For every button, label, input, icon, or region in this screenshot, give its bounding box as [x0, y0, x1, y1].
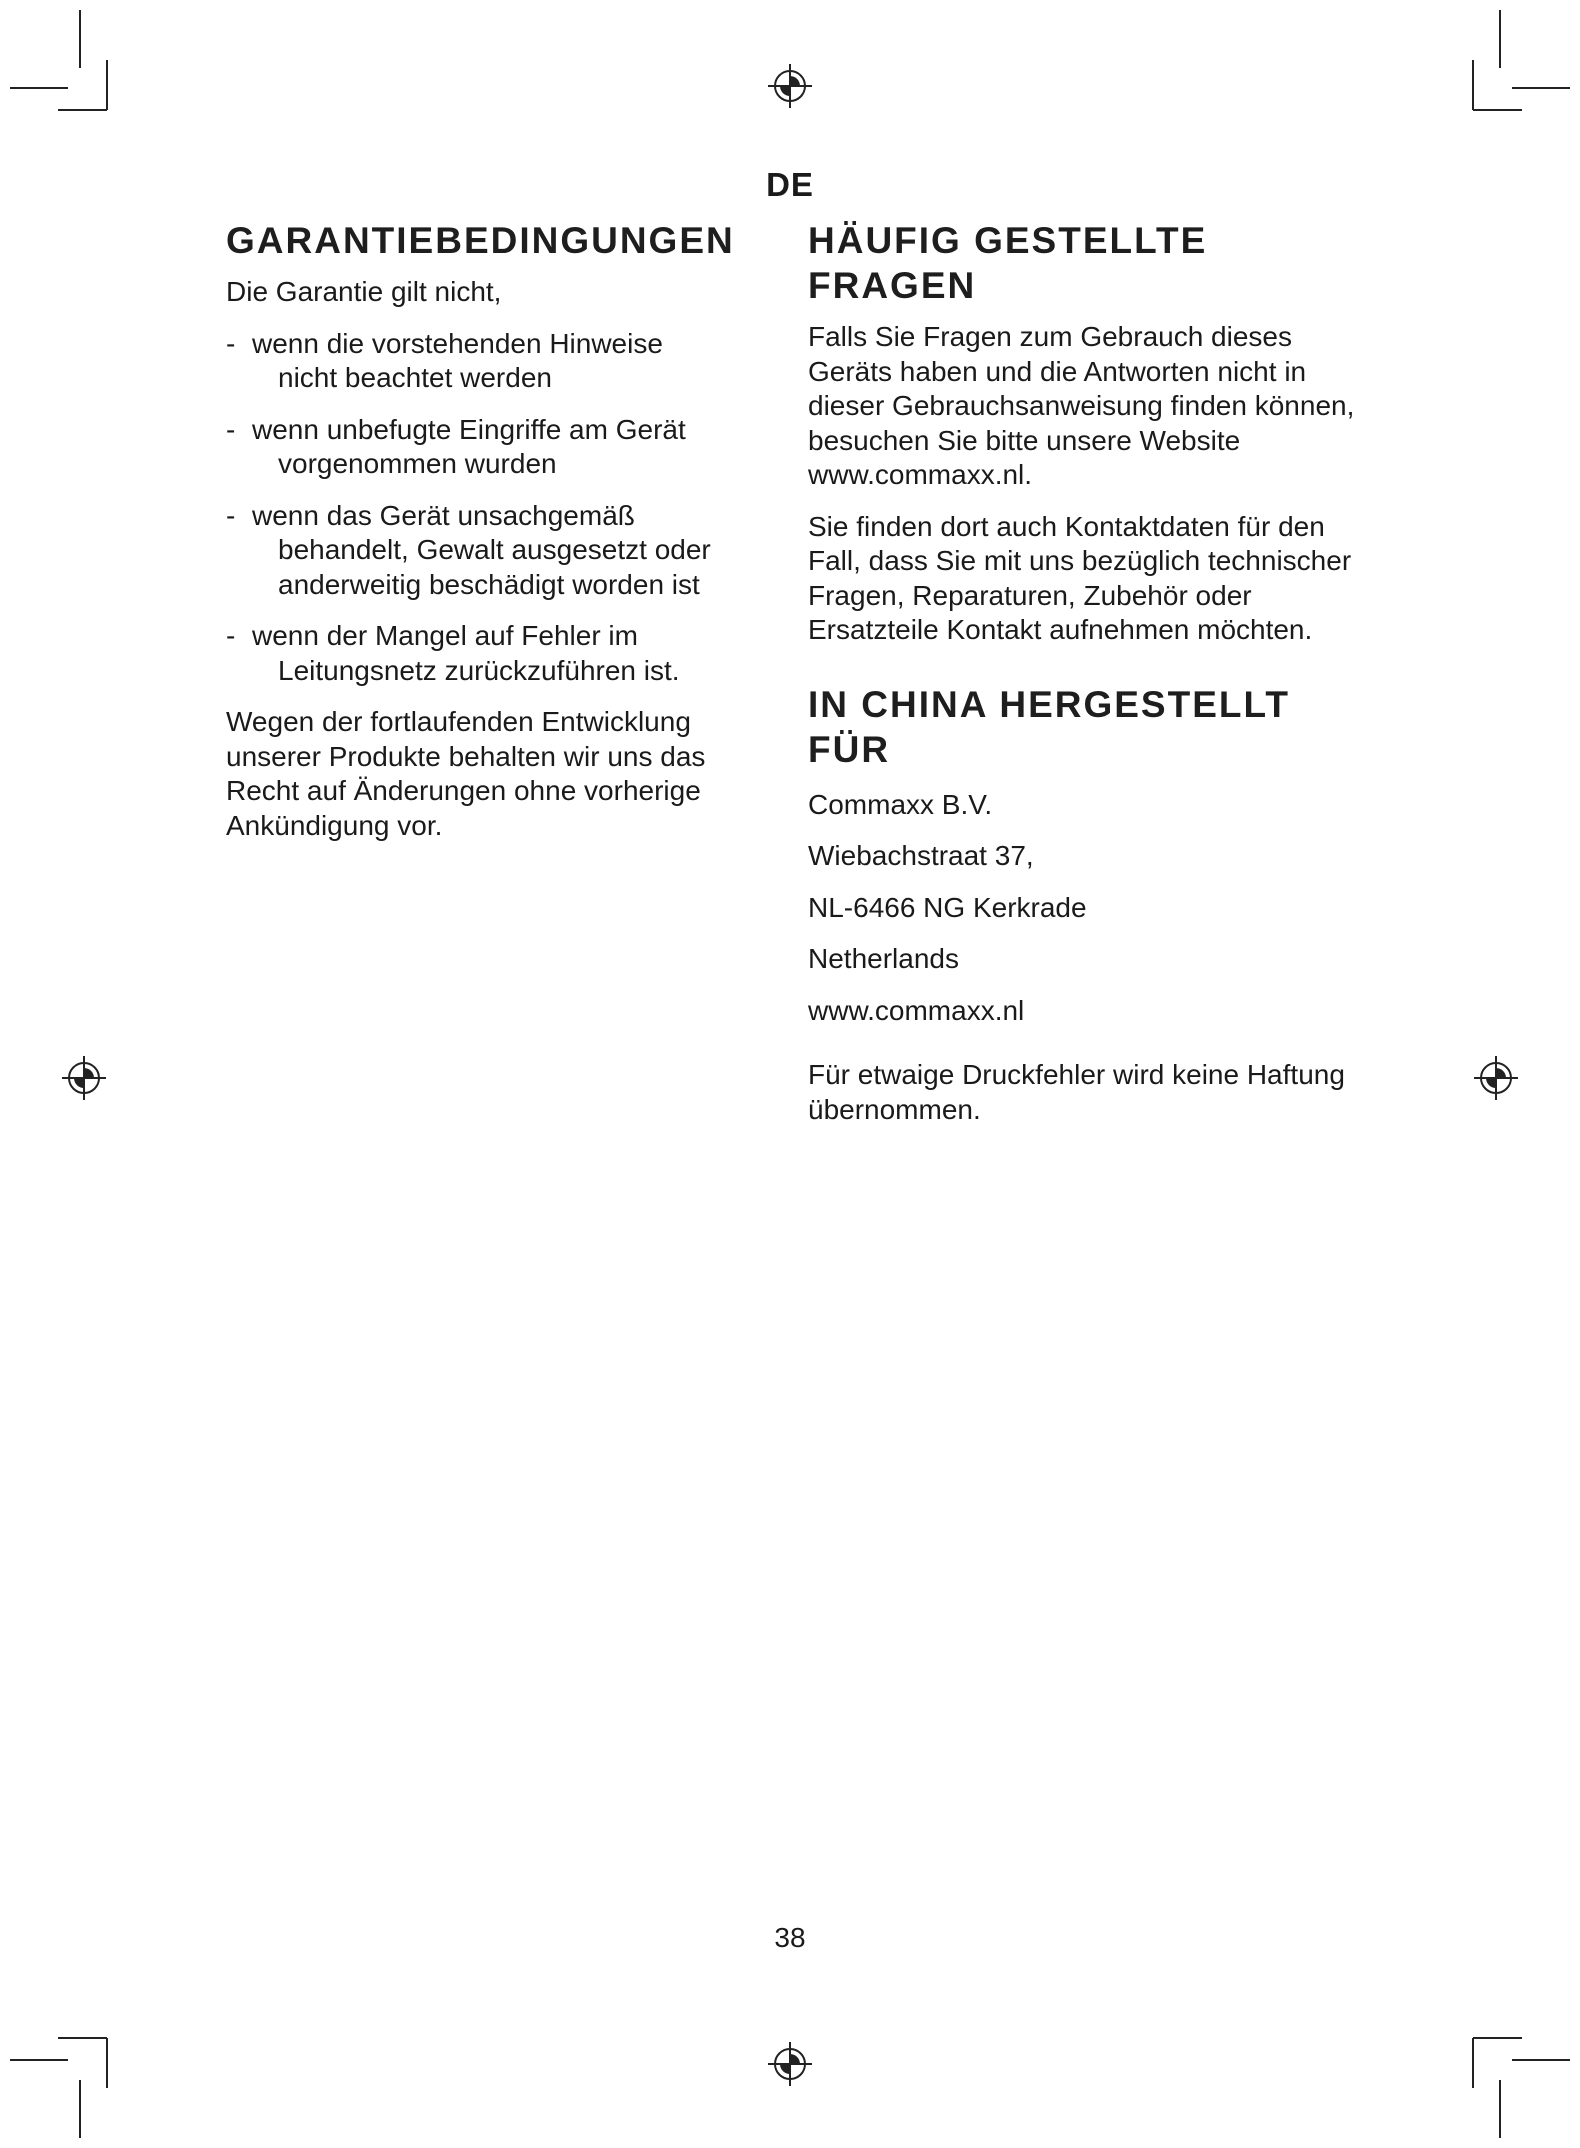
registration-mark-icon	[768, 2042, 812, 2086]
address-country: Netherlands	[808, 943, 959, 974]
list-item-text: nicht beachtet werden	[278, 362, 552, 393]
website-link[interactable]: www.commaxx.nl	[808, 994, 1025, 1026]
list-item: - wenn das Gerät unsachgemäß behandelt, Gewalt ausgesetzt oder anderweitig beschädigt worden ist	[226, 499, 711, 600]
list-item: - wenn die vorstehenden Hinweise nicht beachtet werden	[226, 327, 663, 393]
faq-heading: HÄUFIG GESTELLTE FRAGEN	[808, 220, 1208, 306]
list-item-text: behandelt, Gewalt ausgesetzt oder anderweitig beschädigt worden ist	[278, 534, 711, 600]
list-item-text: wenn der Mangel auf Fehler im	[252, 620, 638, 651]
registration-mark-icon	[62, 1056, 106, 1100]
crop-mark-icon	[1473, 10, 1570, 110]
list-item: - wenn unbefugte Eingriffe am Gerät vorgenommen wurden	[226, 413, 686, 479]
faq-section	[808, 218, 1368, 1127]
list-item-text: wenn das Gerät unsachgemäß	[252, 499, 635, 531]
warranty-exclusions-list	[226, 327, 766, 689]
warranty-section	[226, 218, 766, 843]
warranty-intro: Die Garantie gilt nicht,	[226, 276, 502, 307]
crop-mark-icon	[10, 2038, 107, 2138]
registration-mark-icon	[768, 64, 812, 108]
manufacturer-heading: IN CHINA HERGESTELLT FÜR	[808, 683, 1290, 770]
faq-paragraph: Sie finden dort auch Kontaktdaten für den Fall, dass Sie mit uns bezüglich technischer Fragen, Reparaturen, Zubehör oder Ersatzteile Kontakt aufnehmen möchten.	[808, 510, 1352, 645]
company-name: Commaxx B.V.	[808, 788, 993, 820]
list-item-text: vorgenommen wurden	[278, 448, 557, 479]
address-city: NL-6466 NG Kerkrade	[808, 891, 1087, 923]
warranty-heading: GARANTIEBEDINGUNGEN	[226, 220, 735, 261]
registration-mark-icon	[1474, 1056, 1518, 1100]
list-item-text: Leitungsnetz zurückzuführen ist.	[278, 654, 680, 686]
list-item-text: wenn die vorstehenden Hinweise	[252, 327, 663, 359]
list-item: - wenn der Mangel auf Fehler im Leitungsnetz zurückzuführen ist.	[226, 620, 680, 686]
address-street: Wiebachstraat 37,	[808, 840, 1034, 871]
crop-mark-icon	[10, 10, 107, 110]
disclaimer: Für etwaige Druckfehler wird keine Haftung übernommen.	[808, 1059, 1345, 1125]
crop-mark-icon	[1473, 2038, 1570, 2138]
faq-paragraph: Falls Sie Fragen zum Gebrauch dieses Geräts haben und die Antworten nicht in dieser Gebrauchsanweisung finden können, besuchen Sie bitte unsere Website www.commaxx.nl.	[808, 321, 1355, 490]
warranty-closing: Wegen der fortlaufenden Entwicklung unserer Produkte behalten wir uns das Recht auf Änderungen ohne vorherige Ankündigung vor.	[226, 706, 706, 841]
language-tag: DE	[766, 166, 814, 203]
page-number: 38	[774, 1922, 806, 1953]
list-item-text: wenn unbefugte Eingriffe am Gerät	[252, 413, 686, 445]
